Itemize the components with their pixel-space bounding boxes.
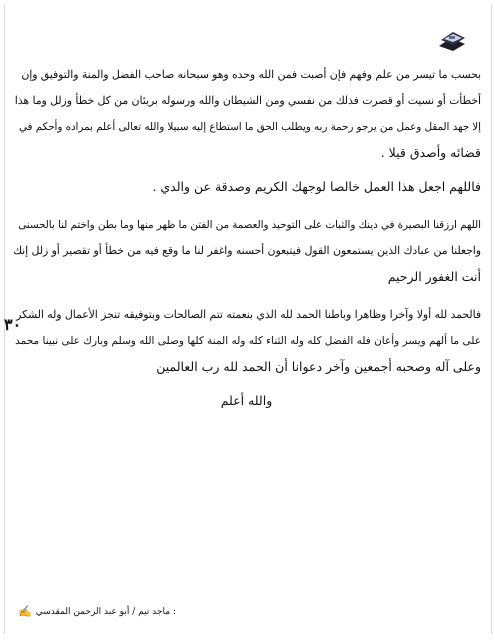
text-line: واجعلنا من عبادك الذين يستمعون القول فيتبعون أحسنه واغفر لنا ما وقع فيه من خطأ أو تقصير أو زلل إنك — [13, 244, 481, 257]
text-line: أخطأت أو نسيت أو قصرت فذلك من نفسي ومن الشيطان والله ورسوله بريئان من كل خطأ وزلل وما هذا — [14, 94, 481, 107]
footer-author: : ماجد تيم / أبو عبد الرحمن المقدسي — [35, 606, 176, 617]
text-line: بحسب ما تيسر من علم وفهم فإن أصبت فمن الله وحده وهو سبحانه صاحب الفضل والمنة والتوفيق وإن — [21, 68, 481, 81]
text-line: فالحمد لله أولا وآخرا وظاهرا وباطنا الحمد لله الذي بنعمته تتم الصالحات وبتوفيقه تنجز الأعمال وله الشكر — [16, 308, 481, 321]
text-line: وعلى آله وصحبه أجمعين وآخر دعوانا أن الحمد لله رب العالمين — [156, 359, 481, 374]
text-line: قضائه وأصدق قيلا . — [380, 145, 481, 160]
text-line: فاللهم اجعل هذا العمل خالصا لوجهك الكريم وصدقة عن والدي . — [152, 179, 481, 194]
paragraph-dedication — [12, 174, 481, 200]
paragraph-intro — [12, 62, 481, 166]
text-line: أنت الغفور الرحيم — [387, 269, 481, 284]
paragraph-supplication — [12, 212, 481, 290]
paragraph-praise — [12, 302, 481, 380]
text-line: إلا جهد المقل وعمل من يرجو رحمة ربه ويطلب الحق ما استطاع إليه سبيلا والله تعالى أعلم بمراده وأحكم في — [19, 121, 481, 133]
footer — [18, 605, 176, 618]
closing-text: والله أعلم — [220, 393, 273, 408]
text-line: اللهم ارزقنا البصيرة في دينك والثبات على التوحيد والعصمة من الفتن ما ظهر منها وما بطن واختم لنا بالحسنى — [18, 219, 481, 231]
document-body — [12, 62, 481, 414]
book-logo-icon — [437, 28, 467, 52]
page-number: ٣٠ — [4, 315, 22, 334]
text-line: على ما ألهم ويسر وأعان فله الفضل كله وله الثناء كله وله المنة كلها وصلى الله وسلم وبارك على نبينا محمد — [15, 335, 481, 347]
pen-icon: ✍ — [18, 605, 32, 618]
